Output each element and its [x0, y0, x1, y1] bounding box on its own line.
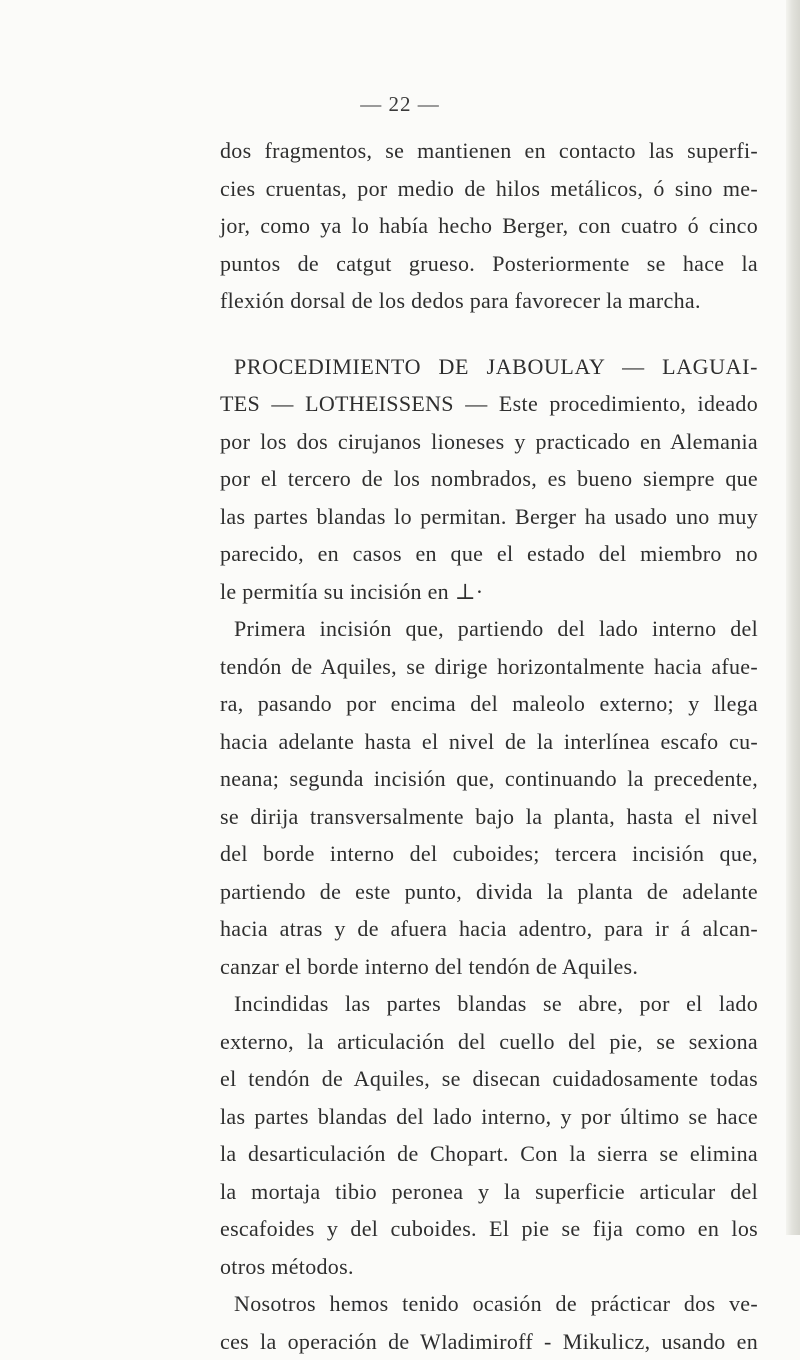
text-line: otros métodos.	[220, 1248, 758, 1286]
text-line: ces la operación de Wladimiroff - Mikulicz, usando en	[220, 1323, 758, 1360]
text-line: escafoides y del cuboides. El pie se fija como en los	[220, 1210, 758, 1248]
text-line: partiendo de este punto, divida la planta de adelante	[220, 873, 758, 911]
text-line: el tendón de Aquiles, se disecan cuidadosamente todas	[220, 1060, 758, 1098]
text-line: tendón de Aquiles, se dirige horizontalmente hacia afue-	[220, 648, 758, 686]
paragraph-gap	[220, 320, 758, 348]
page-number: — 22 —	[0, 92, 800, 117]
text-line: Primera incisión que, partiendo del lado interno del	[220, 610, 758, 648]
text-line: puntos de catgut grueso. Posteriormente se hace la	[220, 245, 758, 283]
text-line: hacia adelante hasta el nivel de la interlínea escafo cu-	[220, 723, 758, 761]
text-line: ra, pasando por encima del maleolo externo; y llega	[220, 685, 758, 723]
text-line: externo, la articulación del cuello del pie, se sexiona	[220, 1023, 758, 1061]
text-line: canzar el borde interno del tendón de Aquiles.	[220, 948, 758, 986]
text-line: por los dos cirujanos lioneses y practicado en Alemania	[220, 423, 758, 461]
text-line: por el tercero de los nombrados, es bueno siempre que	[220, 460, 758, 498]
text-line: se dirija transversalmente bajo la planta, hasta el nivel	[220, 798, 758, 836]
text-line: la mortaja tibio peronea y la superficie articular del	[220, 1173, 758, 1211]
text-line: flexión dorsal de los dedos para favorecer la marcha.	[220, 282, 758, 320]
text-line: Nosotros hemos tenido ocasión de prácticar dos ve-	[220, 1285, 758, 1323]
text-line: las partes blandas lo permitan. Berger ha usado uno muy	[220, 498, 758, 536]
text-line: del borde interno del cuboides; tercera incisión que,	[220, 835, 758, 873]
text-line: jor, como ya lo había hecho Berger, con cuatro ó cinco	[220, 207, 758, 245]
body-text	[220, 132, 758, 1360]
text-line: parecido, en casos en que el estado del miembro no	[220, 535, 758, 573]
page-edge-shadow	[786, 0, 800, 1235]
text-line: neana; segunda incisión que, continuando la precedente,	[220, 760, 758, 798]
text-line: dos fragmentos, se mantienen en contacto las superfi-	[220, 132, 758, 170]
text-line: cies cruentas, por medio de hilos metálicos, ó sino me-	[220, 170, 758, 208]
text-line: Incindidas las partes blandas se abre, por el lado	[220, 985, 758, 1023]
text-line: le permitía su incisión en ⊥·	[220, 573, 758, 611]
section-heading-line: PROCEDIMIENTO DE JABOULAY — LAGUAI-	[220, 348, 758, 386]
text-line: las partes blandas del lado interno, y por último se hace	[220, 1098, 758, 1136]
text-line: la desarticulación de Chopart. Con la sierra se elimina	[220, 1135, 758, 1173]
text-line: TES — LOTHEISSENS — Este procedimiento, ideado	[220, 385, 758, 423]
text-line: hacia atras y de afuera hacia adentro, para ir á alcan-	[220, 910, 758, 948]
